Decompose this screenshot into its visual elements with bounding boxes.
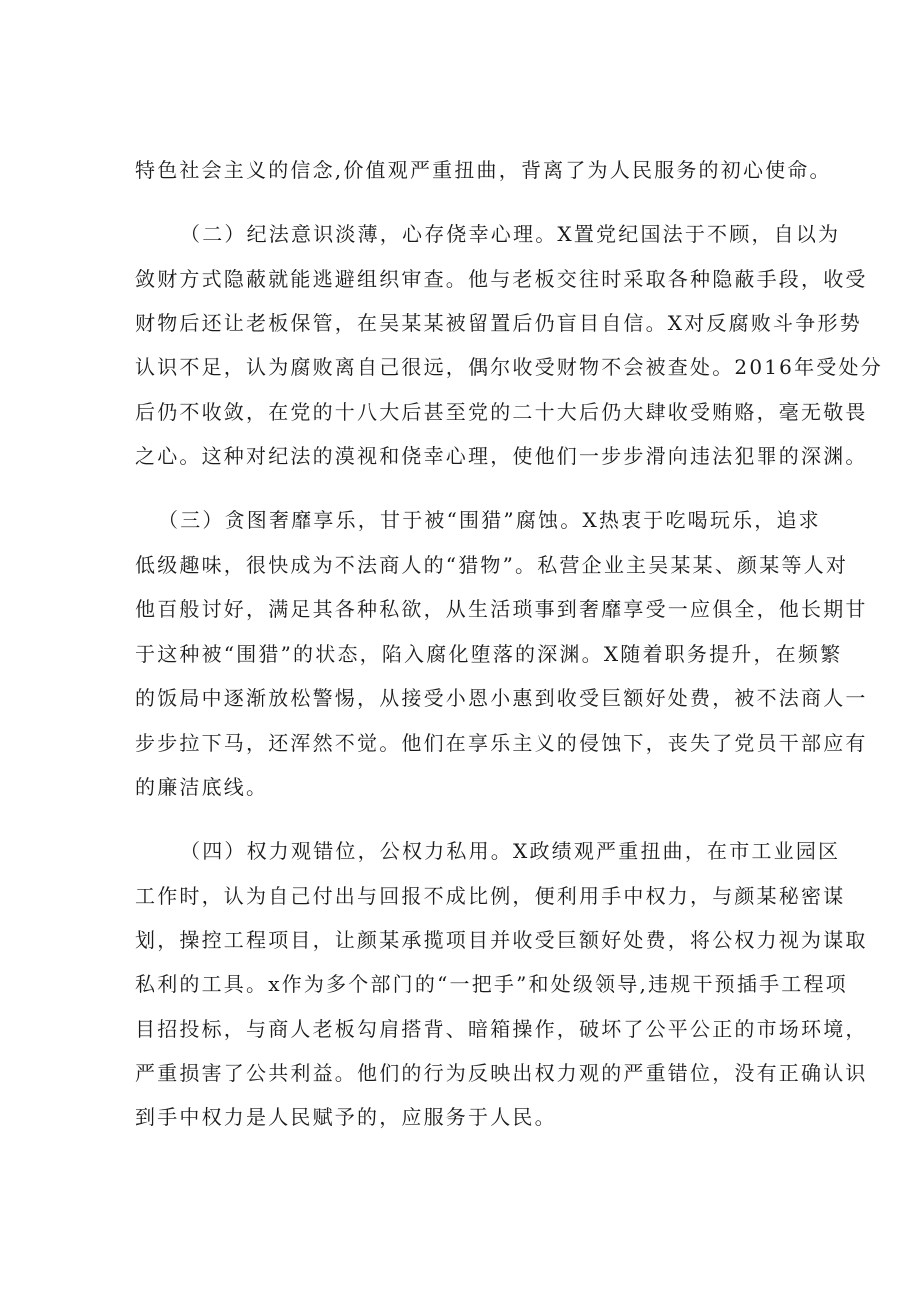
text-line: 低级趣味，很快成为不法商人的“猎物”。私营企业主吴某某、颜某等人对 bbox=[135, 553, 849, 577]
text-line: 到手中权力是人民赋予的，应服务于人民。 bbox=[135, 1105, 557, 1129]
text-line: 之心。这种对纪法的漠视和侥幸心理，使他们一步步滑向违法犯罪的深渊。 bbox=[135, 444, 868, 468]
text-line: 严重损害了公共利益。他们的行为反映出权力观的严重错位，没有正确认识 bbox=[135, 1061, 868, 1085]
text-line: 划，操控工程项目，让颜某承揽项目并收受巨额好处费，将公权力视为谋取 bbox=[135, 928, 868, 952]
text-line: 私利的工具。x作为多个部门的“一把手”和处级领导,违规干预插手工程项 bbox=[135, 972, 848, 996]
text-line: 认识不足，认为腐败离自己很远，偶尔收受财物不会被查处。2016年受处分 bbox=[135, 355, 883, 379]
text-line: 的廉洁底线。 bbox=[135, 775, 269, 799]
text-line: 他百般讨好，满足其各种私欲，从生活琐事到奢靡享受一应俱全，他长期甘 bbox=[135, 597, 868, 621]
section-heading-line: （三）贪图奢靡享乐，甘于被“围猎”腐蚀。X热衷于吃喝玩乐，追求 bbox=[158, 508, 821, 532]
section-heading-line: （四）权力观错位，公权力私用。X政绩观严重扭曲，在市工业园区 bbox=[180, 839, 841, 863]
section-heading-line: （二）纪法意识淡薄，心存侥幸心理。X置党纪国法于不顾，自以为 bbox=[180, 222, 841, 246]
text-line: 特色社会主义的信念,价值观严重扭曲，背离了为人民服务的初心使命。 bbox=[135, 158, 832, 182]
text-line: 后仍不收敛，在党的十八大后甚至党的二十大后仍大肆收受贿赂，毫无敬畏 bbox=[135, 400, 868, 424]
text-line: 目招投标，与商人老板勾肩搭背、暗箱操作，破坏了公平公正的市场环境， bbox=[135, 1017, 868, 1041]
text-line: 工作时，认为自己付出与回报不成比例，便利用手中权力，与颜某秘密谋 bbox=[135, 884, 846, 908]
text-line: 的饭局中逐渐放松警惕，从接受小恩小惠到收受巨额好处费，被不法商人一 bbox=[135, 686, 868, 710]
text-line: 财物后还让老板保管，在吴某某被留置后仍盲目自信。X对反腐败斗争形势 bbox=[135, 311, 862, 335]
text-line: 于这种被“围猎”的状态，陷入腐化堕落的深渊。X随着职务提升，在频繁 bbox=[135, 642, 843, 666]
text-line: 敛财方式隐蔽就能逃避组织审查。他与老板交往时采取各种隐蔽手段，收受 bbox=[135, 267, 868, 291]
text-line: 步步拉下马，还浑然不觉。他们在享乐主义的侵蚀下，丧失了党员干部应有 bbox=[135, 731, 868, 755]
